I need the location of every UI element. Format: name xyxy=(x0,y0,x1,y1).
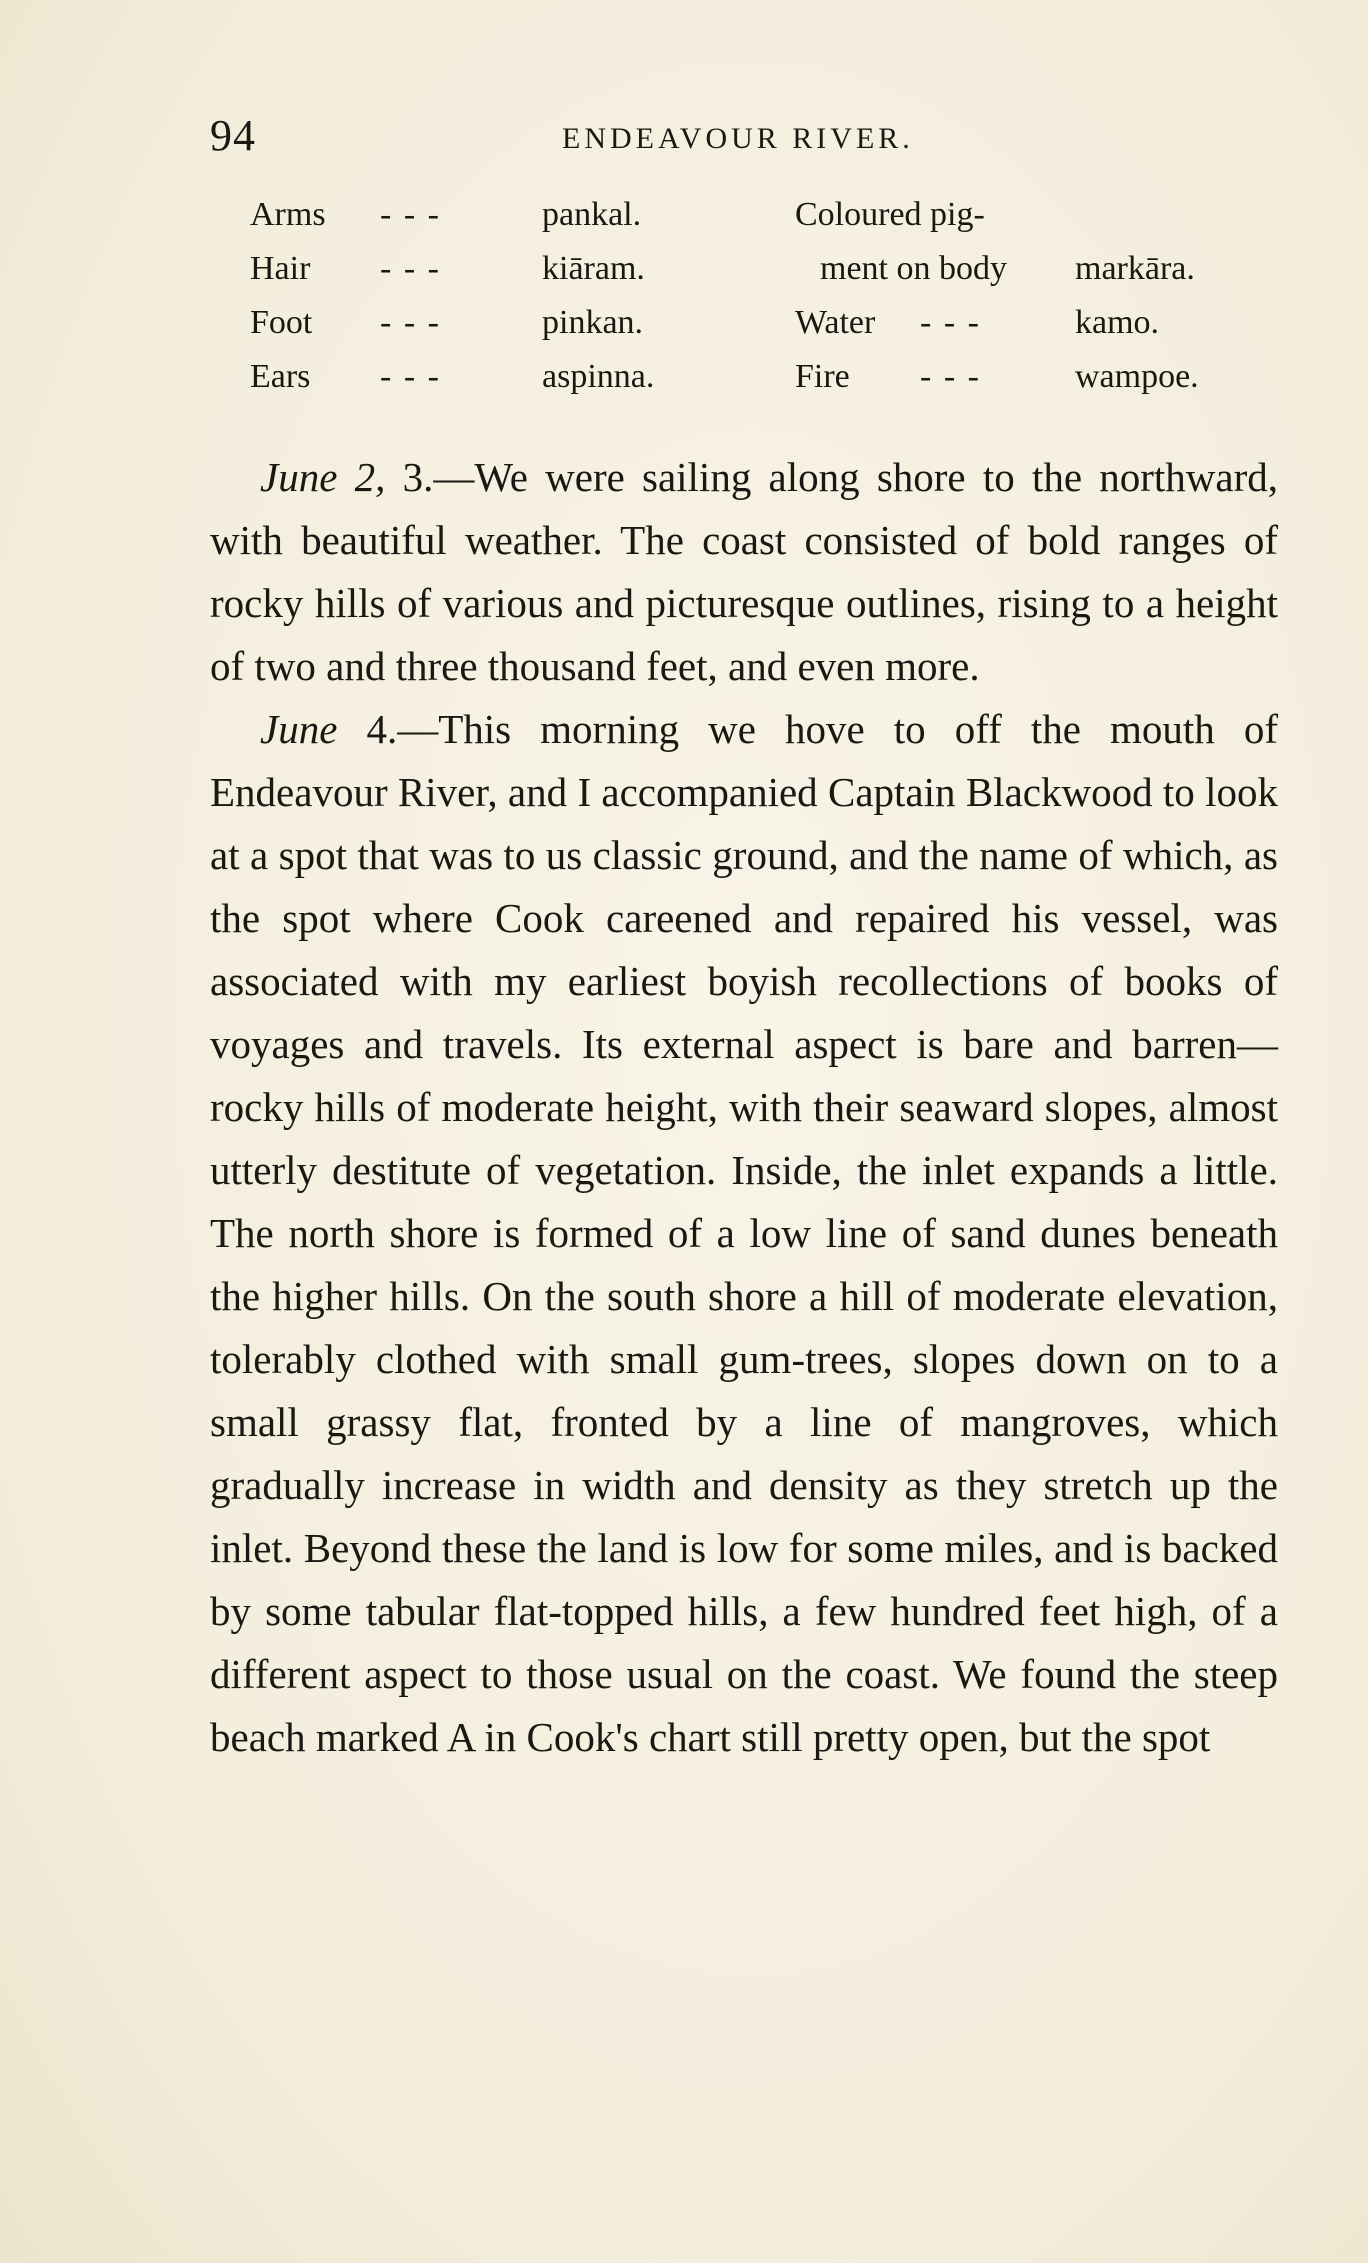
vocabulary-right-column xyxy=(795,196,1295,412)
vocabulary-term: aspinna. xyxy=(542,358,655,395)
paragraph xyxy=(210,698,1278,1769)
vocabulary-entry xyxy=(795,358,1295,412)
vocabulary-word: Water xyxy=(795,304,876,341)
vocabulary-entry xyxy=(250,304,720,358)
vocabulary-entry xyxy=(250,250,720,304)
vocabulary-leader: - - - xyxy=(380,358,441,395)
vocabulary-word: Ears xyxy=(250,358,311,395)
vocabulary-term: wampoe. xyxy=(1075,358,1199,395)
vocabulary-term: pinkan. xyxy=(542,304,644,341)
vocabulary-term: kiāram. xyxy=(542,250,645,287)
vocabulary-left-column xyxy=(250,196,720,412)
vocabulary-word: ment on body xyxy=(820,250,1007,287)
vocabulary-word: Arms xyxy=(250,196,326,233)
vocabulary-word: Fire xyxy=(795,358,850,395)
page-number: 94 xyxy=(210,111,256,160)
vocabulary-leader: - - - xyxy=(380,196,441,233)
vocabulary-leader: - - - xyxy=(920,358,981,395)
vocabulary-entry xyxy=(795,304,1295,358)
vocabulary-leader: - - - xyxy=(920,304,981,341)
vocabulary-leader: - - - xyxy=(380,250,441,287)
body-text xyxy=(210,446,1278,1769)
vocabulary-entry xyxy=(250,358,720,412)
vocabulary-entry xyxy=(795,250,1295,304)
paragraph-text: 4.—This morning we hove to off the mouth of Endeavour River, and I accompanied Captain Blackwood to look at a spot that was to us classic ground, and the name of which, as the spot where Cook careened and repaired his vessel, was associated with my earliest boyish recollections of books of voyages and travels. Its external aspect is bare and barren—rocky hills of moderate height, with their seaward slopes, almost utterly destitute of vegetation. Inside, the inlet expands a little. The north shore is formed of a low line of sand dunes beneath the higher hills. On the south shore a hill of moderate elevation, tolerably clothed with small gum-trees, slopes down on to a small grassy flat, fronted by a line of mangroves, which gradually increase in width and density as they stretch up the inlet. Beyond these the land is low for some miles, and is backed by some tabular flat-topped hills, a few hundred feet high, of a different aspect to those usual on the coast. We found the steep beach marked A in Cook's chart still pretty open, but the spot xyxy=(210,706,1278,1760)
vocabulary-term: pankal. xyxy=(542,196,642,233)
running-head xyxy=(210,110,1290,170)
entry-date: June 2, xyxy=(260,454,386,500)
paragraph-text: 3.—We were sailing along shore to the northward, with beautiful weather. The coast consisted of bold ranges of rocky hills of various and picturesque outlines, rising to a height of two and three thousand feet, and even more. xyxy=(210,454,1278,689)
paragraph xyxy=(210,446,1278,698)
running-title: ENDEAVOUR RIVER. xyxy=(562,122,914,155)
vocabulary-entry xyxy=(250,196,720,250)
vocabulary-term: markāra. xyxy=(1075,250,1195,287)
entry-date: June xyxy=(260,706,338,752)
vocabulary-word: Coloured pig- xyxy=(795,196,985,233)
vocabulary-term: kamo. xyxy=(1075,304,1160,341)
vocabulary-entry xyxy=(795,196,1295,250)
vocabulary-word: Hair xyxy=(250,250,311,287)
vocabulary-leader: - - - xyxy=(380,304,441,341)
vocabulary-word: Foot xyxy=(250,304,313,341)
